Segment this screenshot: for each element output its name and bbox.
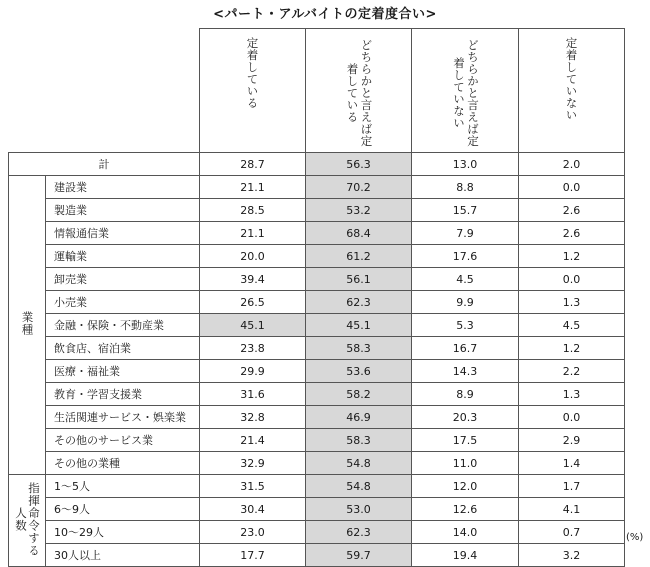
table-cell: 28.5 xyxy=(200,199,306,222)
table-cell: 58.2 xyxy=(306,383,412,406)
row-label: 製造業 xyxy=(46,199,200,222)
table-cell: 9.9 xyxy=(412,291,519,314)
table-cell: 16.7 xyxy=(412,337,519,360)
table-cell: 12.0 xyxy=(412,475,519,498)
group-label: 業種 xyxy=(9,176,46,475)
table-row xyxy=(9,199,625,222)
row-label: 小売業 xyxy=(46,291,200,314)
table-cell: 23.8 xyxy=(200,337,306,360)
table-row xyxy=(9,360,625,383)
table-cell: 39.4 xyxy=(200,268,306,291)
table-row xyxy=(9,429,625,452)
row-label: 医療・福祉業 xyxy=(46,360,200,383)
table-cell: 31.6 xyxy=(200,383,306,406)
column-header: 定着している xyxy=(200,29,306,153)
table-cell: 68.4 xyxy=(306,222,412,245)
table-row xyxy=(9,314,625,337)
table-cell: 14.0 xyxy=(412,521,519,544)
table-cell: 17.5 xyxy=(412,429,519,452)
row-label: 6～9人 xyxy=(46,498,200,521)
header-blank xyxy=(46,29,200,153)
table-cell: 53.2 xyxy=(306,199,412,222)
table-cell: 0.0 xyxy=(519,406,625,429)
table-row xyxy=(9,245,625,268)
table-cell: 23.0 xyxy=(200,521,306,544)
row-label: 卸売業 xyxy=(46,268,200,291)
table-title: <パート・アルバイトの定着度合い> xyxy=(213,7,437,22)
table-cell: 62.3 xyxy=(306,521,412,544)
table-cell: 45.1 xyxy=(306,314,412,337)
table-cell: 62.3 xyxy=(306,291,412,314)
table-cell: 8.9 xyxy=(412,383,519,406)
table-cell: 56.3 xyxy=(306,153,412,176)
row-label: その他のサービス業 xyxy=(46,429,200,452)
table-cell: 5.3 xyxy=(412,314,519,337)
row-label: 飲食店、宿泊業 xyxy=(46,337,200,360)
table-cell: 0.7 xyxy=(519,521,625,544)
table-cell: 2.6 xyxy=(519,199,625,222)
row-label: 30人以上 xyxy=(46,544,200,567)
row-label: 建設業 xyxy=(46,176,200,199)
table-cell: 54.8 xyxy=(306,452,412,475)
table-cell: 7.9 xyxy=(412,222,519,245)
data-table xyxy=(8,28,625,567)
table-cell: 2.2 xyxy=(519,360,625,383)
table-cell: 32.9 xyxy=(200,452,306,475)
table-row xyxy=(9,337,625,360)
row-label: 教育・学習支援業 xyxy=(46,383,200,406)
table-cell: 20.0 xyxy=(200,245,306,268)
table-cell: 53.6 xyxy=(306,360,412,383)
row-label: 金融・保険・不動産業 xyxy=(46,314,200,337)
table-cell: 2.9 xyxy=(519,429,625,452)
row-label: その他の業種 xyxy=(46,452,200,475)
table-cell: 59.7 xyxy=(306,544,412,567)
table-cell: 1.2 xyxy=(519,245,625,268)
table-row xyxy=(9,406,625,429)
table-cell: 28.7 xyxy=(200,153,306,176)
row-label: 1～5人 xyxy=(46,475,200,498)
table-cell: 26.5 xyxy=(200,291,306,314)
table-cell: 1.4 xyxy=(519,452,625,475)
column-header: 定着していない xyxy=(519,29,625,153)
table-cell: 0.0 xyxy=(519,176,625,199)
table-cell: 21.1 xyxy=(200,222,306,245)
table-cell: 46.9 xyxy=(306,406,412,429)
table-row xyxy=(9,521,625,544)
table-row xyxy=(9,452,625,475)
row-label: 情報通信業 xyxy=(46,222,200,245)
table-row xyxy=(9,475,625,498)
table-row xyxy=(9,498,625,521)
table-row xyxy=(9,544,625,567)
table-cell: 21.4 xyxy=(200,429,306,452)
table-cell: 1.3 xyxy=(519,383,625,406)
table-row xyxy=(9,383,625,406)
table-cell: 1.3 xyxy=(519,291,625,314)
table-cell: 20.3 xyxy=(412,406,519,429)
table-cell: 17.7 xyxy=(200,544,306,567)
table-cell: 56.1 xyxy=(306,268,412,291)
header-blank xyxy=(9,29,46,153)
table-cell: 30.4 xyxy=(200,498,306,521)
table-row xyxy=(9,291,625,314)
table-cell: 21.1 xyxy=(200,176,306,199)
row-label: 10～29人 xyxy=(46,521,200,544)
table-cell: 29.9 xyxy=(200,360,306,383)
table-cell: 61.2 xyxy=(306,245,412,268)
total-row xyxy=(9,153,625,176)
table-row xyxy=(9,222,625,245)
table-cell: 2.6 xyxy=(519,222,625,245)
table-cell: 3.2 xyxy=(519,544,625,567)
table-cell: 58.3 xyxy=(306,429,412,452)
table-cell: 19.4 xyxy=(412,544,519,567)
table-cell: 32.8 xyxy=(200,406,306,429)
unit-label: (%) xyxy=(626,532,644,543)
table-cell: 54.8 xyxy=(306,475,412,498)
group-label: 指揮命令する人数 xyxy=(9,475,46,567)
table-cell: 31.5 xyxy=(200,475,306,498)
row-label: 生活関連サービス・娯楽業 xyxy=(46,406,200,429)
table-cell: 4.5 xyxy=(519,314,625,337)
row-label: 運輸業 xyxy=(46,245,200,268)
table-cell: 8.8 xyxy=(412,176,519,199)
total-label: 計 xyxy=(9,153,200,176)
table-cell: 17.6 xyxy=(412,245,519,268)
table-row xyxy=(9,176,625,199)
table-cell: 4.1 xyxy=(519,498,625,521)
table-cell: 15.7 xyxy=(412,199,519,222)
header-row xyxy=(9,29,625,153)
column-header: どちらかと言えば定着していない xyxy=(412,29,519,153)
table-cell: 4.5 xyxy=(412,268,519,291)
table-cell: 45.1 xyxy=(200,314,306,337)
column-header: どちらかと言えば定着している xyxy=(306,29,412,153)
table-cell: 0.0 xyxy=(519,268,625,291)
table-cell: 13.0 xyxy=(412,153,519,176)
table-cell: 53.0 xyxy=(306,498,412,521)
table-cell: 14.3 xyxy=(412,360,519,383)
table-cell: 1.2 xyxy=(519,337,625,360)
table-cell: 1.7 xyxy=(519,475,625,498)
table-cell: 2.0 xyxy=(519,153,625,176)
table-cell: 12.6 xyxy=(412,498,519,521)
table-cell: 58.3 xyxy=(306,337,412,360)
table-cell: 11.0 xyxy=(412,452,519,475)
table-cell: 70.2 xyxy=(306,176,412,199)
table-row xyxy=(9,268,625,291)
